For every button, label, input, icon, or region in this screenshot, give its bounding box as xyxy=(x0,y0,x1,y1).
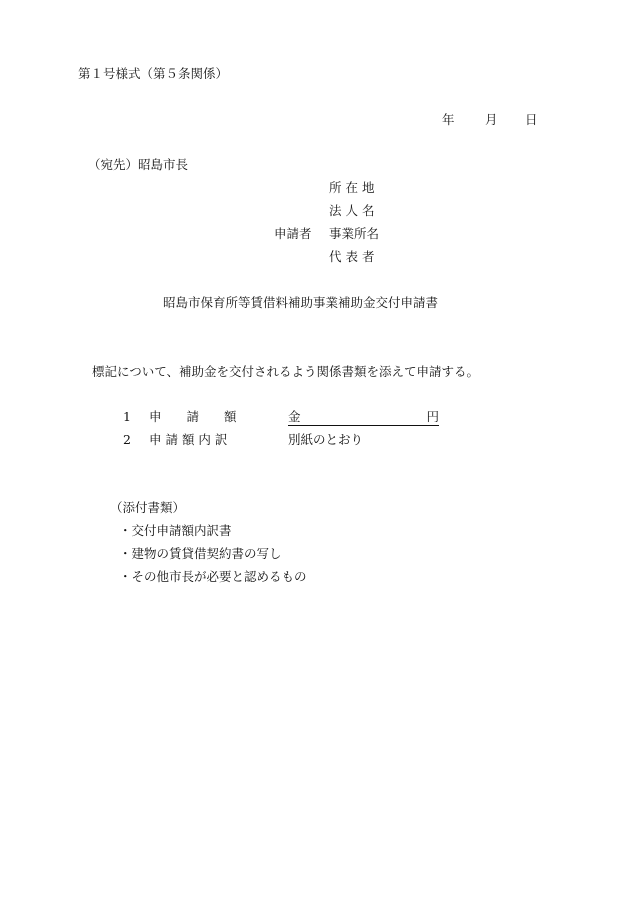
applicant-location-label: 所 在 地 xyxy=(329,180,375,195)
body-text: 標記について、補助金を交付されるよう関係書類を添えて申請する。 xyxy=(92,364,480,379)
amount-field xyxy=(288,409,439,426)
date-day-label: 日 xyxy=(525,112,538,127)
attachment-item: ・その他市長が必要と認めるもの xyxy=(119,569,307,584)
attachment-item: ・建物の賃貸借契約書の写し xyxy=(119,546,282,561)
item-label-breakdown: 申 請 額 内 訳 xyxy=(149,432,228,447)
applicant-office-label: 事業所名 xyxy=(329,226,380,241)
item-number: 1 xyxy=(123,409,131,424)
date-month-label: 月 xyxy=(485,112,498,127)
applicant-corporation-label: 法 人 名 xyxy=(329,203,375,218)
item-number: 2 xyxy=(123,432,131,447)
item-label-amount: 申 請 額 xyxy=(149,409,237,424)
attachments-heading: （添付書類） xyxy=(110,500,186,515)
attachment-item: ・交付申請額内訳書 xyxy=(119,523,232,538)
addressee: （宛先）昭島市長 xyxy=(88,157,189,172)
applicant-role-label: 申請者 xyxy=(274,226,312,241)
date-year-label: 年 xyxy=(442,112,455,127)
amount-unit: 円 xyxy=(426,409,439,424)
breakdown-value: 別紙のとおり xyxy=(288,432,364,447)
form-number: 第１号様式（第５条関係） xyxy=(78,66,229,81)
amount-prefix: 金 xyxy=(288,409,301,424)
applicant-representative-label: 代 表 者 xyxy=(329,249,375,264)
document-title: 昭島市保育所等賃借料補助事業補助金交付申請書 xyxy=(163,295,439,310)
